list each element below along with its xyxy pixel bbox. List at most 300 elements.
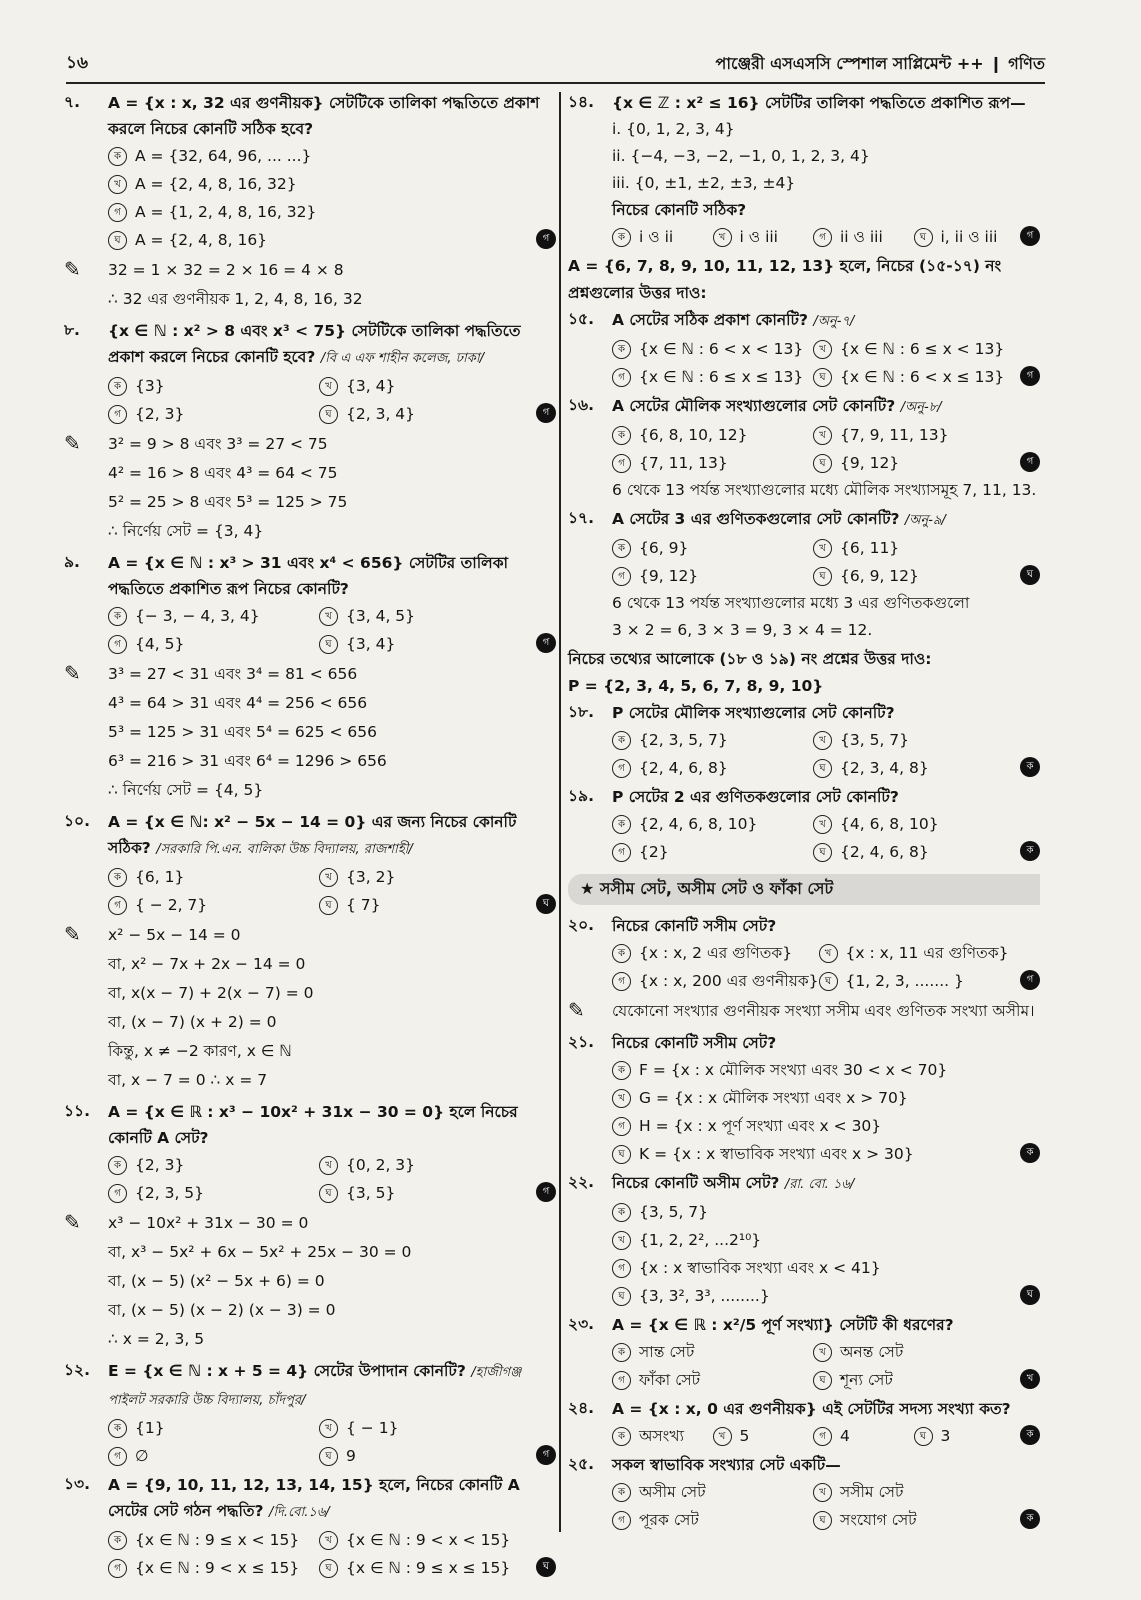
option-3	[108, 891, 319, 919]
question-text	[612, 700, 1040, 726]
option-letter: গ	[612, 567, 631, 586]
option-text: {3, 5}	[346, 1184, 396, 1202]
option-1	[612, 810, 813, 838]
option-text: A = {2, 4, 8, 16}	[135, 231, 268, 249]
option-letter: ঘ	[319, 405, 338, 424]
option-letter: ঘ	[914, 1427, 933, 1446]
option-letter: গ	[108, 405, 127, 424]
question-number: ১৯.	[568, 787, 595, 805]
question-text	[612, 784, 1040, 810]
option-1	[612, 1338, 813, 1366]
option-4	[914, 223, 1015, 251]
option-4	[319, 891, 530, 919]
option-letter: গ	[612, 1511, 631, 1530]
question-source: /হাজীগঞ্জ পাইলট সরকারি উচ্চ বিদ্যালয়, চাঁদপুর/	[108, 1365, 522, 1408]
option-4	[813, 1506, 1014, 1534]
explanation-line: 6 থেকে 13 পর্যন্ত সংখ্যাগুলোর মধ্যে 3 এর গুণিতকগুলো	[612, 594, 970, 612]
option-letter: খ	[319, 377, 338, 396]
option-letter: ক	[612, 731, 631, 750]
question-item	[568, 1030, 1040, 1168]
option-4	[813, 838, 1014, 866]
option-2	[319, 1526, 530, 1554]
question-text	[612, 307, 1040, 335]
question-body	[108, 90, 556, 254]
option-1	[108, 1151, 319, 1179]
option-3	[108, 630, 319, 658]
question-number: ১৪.	[568, 93, 595, 111]
question-item	[568, 1452, 1040, 1534]
option-text: {2, 3, 4, 8}	[840, 759, 929, 777]
option-text: {1, 2, 2², ...2¹⁰}	[639, 1231, 762, 1249]
solution-lines	[108, 1209, 556, 1354]
option-2	[319, 863, 530, 891]
group-instruction: A = {6, 7, 8, 9, 10, 11, 12, 13} হলে, নিচের (১৫-১৭) নং প্রশ্নগুলোর উত্তর দাও:	[568, 257, 1002, 302]
option-letter: খ	[813, 539, 832, 558]
option-letter: খ	[713, 228, 732, 247]
pencil-icon: ✎	[64, 1210, 81, 1234]
option-text: {3, 3², 3³, ........}	[639, 1287, 770, 1305]
option-letter: ক	[612, 228, 631, 247]
answer-badge: গ	[1020, 366, 1040, 386]
option-1	[612, 335, 813, 363]
question-stem: A = {9, 10, 11, 12, 13, 14, 15} হলে, নিচের কোনটি A সেটের সেট গঠন পদ্ধতি?	[108, 1476, 520, 1520]
options-list	[612, 1422, 1040, 1450]
group-instruction: নিচের তথ্যের আলোকে (১৮ ও ১৯) নং প্রশ্নের উত্তর দাও:	[568, 650, 932, 668]
option-letter: ক	[612, 944, 631, 963]
option-1	[612, 726, 813, 754]
option-letter: ক	[108, 377, 127, 396]
option-3	[612, 754, 813, 782]
question-text	[108, 1099, 556, 1151]
option-text: {4, 6, 8, 10}	[840, 815, 939, 833]
section-heading: ★ সসীম সেট, অসীম সেট ও ফাঁকা সেট	[568, 874, 1040, 905]
option-text: { − 2, 7}	[135, 896, 208, 914]
question-text	[108, 1358, 556, 1414]
option-letter: খ	[813, 426, 832, 445]
question-item	[568, 393, 1040, 504]
option-text: {3, 5, 7}	[639, 1203, 709, 1221]
option-2	[319, 1414, 530, 1442]
option-letter: ঘ	[813, 843, 832, 862]
option-3	[612, 1112, 1014, 1140]
option-letter: খ	[319, 1531, 338, 1550]
option-text: { − 1}	[346, 1419, 399, 1437]
option-text: G = {x : x মৌলিক সংখ্যা এবং x > 70}	[639, 1089, 908, 1107]
option-letter: খ	[813, 1343, 832, 1362]
question-text	[108, 1472, 556, 1526]
option-letter: গ	[108, 635, 127, 654]
option-text: {2, 3, 5}	[135, 1184, 205, 1202]
question-source: /সরকারি পি.এন. বালিকা উচ্চ বিদ্যালয়, রাজশাহী/	[156, 842, 413, 857]
options-list	[612, 810, 1040, 866]
option-text: { 7}	[346, 896, 381, 914]
answer-badge: ঘ	[536, 1557, 556, 1577]
question-item	[568, 90, 1040, 251]
option-text: {2, 4, 6, 8}	[639, 759, 728, 777]
option-letter: ক	[612, 539, 631, 558]
question-body	[108, 1099, 556, 1207]
option-letter: খ	[319, 1419, 338, 1438]
option-letter: ঘ	[914, 228, 933, 247]
option-3	[612, 1254, 1014, 1282]
question-body	[108, 550, 556, 658]
options-list	[108, 1151, 556, 1207]
option-2	[612, 1084, 1014, 1112]
option-text: {2, 3}	[135, 405, 185, 423]
question-text	[612, 393, 1040, 421]
solution-line: যেকোনো সংখ্যার গুণনীয়ক সংখ্যা সসীম এবং গুণিতক সংখ্যা অসীম।	[612, 1002, 1035, 1020]
question-stem: A = {x ∈ ℝ : x²/5 পূর্ণ সংখ্যা} সেটটি কী ধরণের?	[612, 1316, 954, 1334]
question-item	[64, 1472, 556, 1582]
group-set: P = {2, 3, 4, 5, 6, 7, 8, 9, 10}	[568, 677, 824, 695]
option-text: {6, 9}	[639, 539, 689, 557]
option-text: {2, 4, 6, 8}	[840, 843, 929, 861]
option-text: {x ∈ ℕ : 9 ≤ x < 15}	[135, 1531, 300, 1549]
option-letter: ক	[108, 607, 127, 626]
option-text: পূরক সেট	[639, 1511, 699, 1529]
options-list	[612, 1478, 1040, 1534]
option-3	[612, 967, 819, 995]
option-letter: খ	[319, 607, 338, 626]
solution-line: কিন্তু, x ≠ −2 কারণ, x ∈ ℕ	[108, 1042, 292, 1060]
option-letter: খ	[108, 175, 127, 194]
question-source: /অনু-৮/	[900, 400, 942, 415]
pencil-icon: ✎	[64, 922, 81, 946]
option-2	[819, 939, 1014, 967]
solution-line: বা, x² − 7x + 2x − 14 = 0	[108, 955, 306, 973]
question-text	[108, 90, 556, 142]
option-1	[612, 939, 819, 967]
option-text: {x : x, 200 এর গুণনীয়ক}	[639, 972, 819, 990]
option-4	[612, 1140, 1014, 1168]
question-stem: P সেটের 2 এর গুণিতকগুলোর সেট কোনটি?	[612, 788, 899, 806]
option-text: অসংখ্য	[639, 1427, 685, 1445]
option-3	[108, 400, 319, 428]
question-stem: A = {x ∈ ℕ : x³ > 31 এবং x⁴ < 656} সেটটির তালিকা পদ্ধতিতে প্রকাশিত রূপ নিচের কোনটি?	[108, 554, 509, 598]
option-text: {2, 3, 4}	[346, 405, 416, 423]
option-4	[914, 1422, 1015, 1450]
option-letter: ক	[108, 1531, 127, 1550]
solution-block	[64, 921, 556, 1095]
option-letter: ক	[612, 1427, 631, 1446]
question-body	[612, 784, 1040, 866]
question-number: ২৩.	[568, 1315, 595, 1333]
option-1	[612, 1422, 713, 1450]
statement: ii. {−4, −3, −2, −1, 0, 1, 2, 3, 4}	[612, 147, 870, 165]
solution-line: বা, x − 7 = 0 ∴ x = 7	[108, 1071, 268, 1089]
option-text: i, ii ও iii	[940, 228, 998, 246]
option-text: A = {2, 4, 8, 16, 32}	[135, 175, 297, 193]
question-number: ১২.	[64, 1361, 91, 1379]
question-number: ১১.	[64, 1102, 91, 1120]
option-letter: ক	[108, 147, 127, 166]
option-letter: খ	[813, 1483, 832, 1502]
question-item	[64, 1099, 556, 1207]
question-number: ২০.	[568, 916, 595, 934]
solution-block	[568, 997, 1040, 1026]
option-text: {4, 5}	[135, 635, 185, 653]
solution-block	[64, 256, 556, 314]
option-letter: ক	[108, 868, 127, 887]
question-text	[108, 809, 556, 863]
option-letter: ঘ	[813, 759, 832, 778]
solution-lines	[612, 997, 1040, 1026]
option-text: {3, 4, 5}	[346, 607, 416, 625]
option-3	[612, 1366, 813, 1394]
option-text: {x : x, 2 এর গুণিতক}	[639, 944, 793, 962]
question-number: ৯.	[64, 553, 80, 571]
question-source: /অনু-৯/	[904, 513, 946, 528]
options-list	[612, 1338, 1040, 1394]
question-number: ৮.	[64, 321, 80, 339]
question-item	[568, 700, 1040, 782]
question-body	[612, 393, 1040, 504]
option-letter: গ	[108, 203, 127, 222]
answer-badge: ঘ	[1020, 565, 1040, 585]
option-letter: গ	[813, 1427, 832, 1446]
solution-lines	[108, 430, 556, 546]
option-text: {3}	[135, 377, 165, 395]
option-2	[813, 810, 1014, 838]
option-text: {− 3, − 4, 3, 4}	[135, 607, 260, 625]
question-text	[612, 1452, 1040, 1478]
answer-badge: গ	[536, 633, 556, 653]
question-stem: নিচের কোনটি সসীম সেট?	[612, 1034, 777, 1052]
options-list	[612, 1198, 1040, 1310]
option-letter: গ	[612, 1117, 631, 1136]
question-number: ২১.	[568, 1033, 595, 1051]
option-text: {0, 2, 3}	[346, 1156, 416, 1174]
option-4	[819, 967, 1014, 995]
option-text: {x ∈ ℕ : 6 < x < 13}	[639, 340, 804, 358]
question-number: ১৬.	[568, 396, 595, 414]
answer-badge: ঘ	[536, 894, 556, 914]
option-letter: ক	[612, 1061, 631, 1080]
option-letter: গ	[108, 896, 127, 915]
option-text: সসীম সেট	[840, 1483, 904, 1501]
solution-lines	[108, 660, 556, 805]
option-text: A = {1, 2, 4, 8, 16, 32}	[135, 203, 317, 221]
option-2	[713, 1422, 814, 1450]
question-stem: A = {x ∈ ℝ : x³ − 10x² + 31x − 30 = 0} হলে নিচের কোনটি A সেট?	[108, 1103, 518, 1147]
question-stem: সকল স্বাভাবিক সংখ্যার সেট একটি—	[612, 1456, 841, 1474]
options-list	[108, 863, 556, 919]
option-letter: ঘ	[813, 454, 832, 473]
option-text: K = {x : x স্বাভাবিক সংখ্যা এবং x > 30}	[639, 1145, 914, 1163]
option-3	[612, 1506, 813, 1534]
option-1	[612, 1056, 1014, 1084]
option-text: {x : x স্বাভাবিক সংখ্যা এবং x < 41}	[639, 1259, 881, 1277]
question-text	[108, 550, 556, 602]
option-text: {7, 11, 13}	[639, 454, 728, 472]
option-text: {6, 11}	[840, 539, 900, 557]
option-text: {x ∈ ℕ : 6 ≤ x < 13}	[840, 340, 1005, 358]
question-stem: {x ∈ ℕ : x² > 8 এবং x³ < 75} সেটটিকে তালিকা পদ্ধতিতে প্রকাশ করলে নিচের কোনটি হবে?	[108, 322, 521, 366]
option-letter: গ	[108, 1447, 127, 1466]
statement: iii. {0, ±1, ±2, ±3, ±4}	[612, 174, 796, 192]
book-title: পাঞ্জেরী এসএসসি স্পেশাল সাপ্লিমেন্ট ++ ❙ গণিত	[715, 54, 1045, 73]
solution-line: 4² = 16 > 8 এবং 4³ = 64 < 75	[108, 464, 338, 482]
pencil-icon: ✎	[64, 661, 81, 685]
question-body	[612, 700, 1040, 782]
option-text: {2}	[639, 843, 669, 861]
question-body	[612, 1452, 1040, 1534]
options-list	[612, 726, 1040, 782]
question-stem: A সেটের সঠিক প্রকাশ কোনটি?	[612, 311, 808, 329]
option-letter: ঘ	[108, 231, 127, 250]
solution-line: বা, x³ − 5x² + 6x − 5x² + 25x − 30 = 0	[108, 1243, 412, 1261]
option-letter: খ	[319, 1156, 338, 1175]
option-text: ফাঁকা সেট	[639, 1371, 701, 1389]
option-2	[713, 223, 814, 251]
answer-badge: গ	[536, 1182, 556, 1202]
question-item	[64, 809, 556, 919]
option-4	[319, 400, 530, 428]
options-list	[612, 1056, 1040, 1168]
option-text: {x : x, 11 এর গুণিতক}	[845, 944, 1009, 962]
option-letter: খ	[713, 1427, 732, 1446]
option-text: {2, 3, 5, 7}	[639, 731, 728, 749]
answer-badge: ক	[1020, 757, 1040, 777]
option-text: {1, 2, 3, ....... }	[845, 972, 964, 990]
question-item	[568, 784, 1040, 866]
option-letter: ঘ	[813, 368, 832, 387]
option-text: {x ∈ ℕ : 9 ≤ x ≤ 15}	[346, 1559, 511, 1577]
explanation-line: 6 থেকে 13 পর্যন্ত সংখ্যাগুলোর মধ্যে মৌলিক সংখ্যাসমূহ 7, 11, 13.	[612, 481, 1037, 499]
question-text	[612, 1030, 1040, 1056]
option-text: {9, 12}	[639, 567, 699, 585]
option-letter: ঘ	[319, 635, 338, 654]
option-letter: খ	[813, 731, 832, 750]
question-number: ২৪.	[568, 1399, 595, 1417]
solution-line: ∴ নির্ণেয় সেট = {3, 4}	[108, 522, 264, 540]
answer-badge: ক	[1020, 1509, 1040, 1529]
question-body	[612, 1312, 1040, 1394]
option-2	[319, 602, 530, 630]
option-4	[319, 1179, 530, 1207]
question-source: /দি.বো.১৬/	[268, 1505, 330, 1520]
option-3	[813, 223, 914, 251]
question-body	[108, 1358, 556, 1470]
pencil-icon: ✎	[64, 431, 81, 455]
question-text	[612, 1312, 1040, 1338]
options-list	[612, 335, 1040, 391]
option-4	[108, 226, 530, 254]
option-letter: ঘ	[612, 1145, 631, 1164]
option-2	[319, 1151, 530, 1179]
option-1	[612, 421, 813, 449]
option-letter: গ	[612, 454, 631, 473]
pencil-icon: ✎	[568, 998, 585, 1022]
option-text: সান্ত সেট	[639, 1343, 695, 1361]
option-text: {x ∈ ℕ : 9 < x < 15}	[346, 1531, 511, 1549]
solution-line: ∴ 32 এর গুণনীয়ক 1, 2, 4, 8, 16, 32	[108, 290, 363, 308]
question-number: ১০.	[64, 812, 91, 830]
solution-line: ∴ নির্ণেয় সেট = {4, 5}	[108, 781, 264, 799]
question-item	[568, 1396, 1040, 1450]
option-text: {3, 5, 7}	[840, 731, 910, 749]
page-header	[66, 52, 1045, 84]
option-text: A = {32, 64, 96, ... ...}	[135, 147, 312, 165]
answer-badge: গ	[536, 403, 556, 423]
question-stem: {x ∈ ℤ : x² ≤ 16} সেটটির তালিকা পদ্ধতিতে প্রকাশিত রূপ—	[612, 94, 1026, 112]
option-3	[813, 1422, 914, 1450]
solution-line: 5² = 25 > 8 এবং 5³ = 125 > 75	[108, 493, 348, 511]
question-stem: A = {x : x, 0 এর গুণনীয়ক} এই সেটটির সদস্য সংখ্যা কত?	[612, 1400, 1011, 1418]
question-number: ২২.	[568, 1173, 595, 1191]
question-number: ১৫.	[568, 310, 595, 328]
option-2	[813, 335, 1014, 363]
option-letter: ক	[108, 1419, 127, 1438]
option-letter: খ	[813, 815, 832, 834]
option-text: F = {x : x মৌলিক সংখ্যা এবং 30 < x < 70}	[639, 1061, 948, 1079]
options-list	[612, 223, 1040, 251]
solution-line: 3² = 9 > 8 এবং 3³ = 27 < 75	[108, 435, 328, 453]
answer-badge: ঘ	[1020, 1285, 1040, 1305]
option-3	[108, 1442, 319, 1470]
left-column	[64, 90, 556, 1584]
option-letter: ঘ	[813, 1511, 832, 1530]
question-ask: নিচের কোনটি সঠিক?	[612, 201, 747, 219]
solution-line: ∴ x = 2, 3, 5	[108, 1330, 205, 1348]
column-divider	[559, 92, 561, 1532]
option-2	[813, 421, 1014, 449]
solution-line: বা, (x − 7) (x + 2) = 0	[108, 1013, 277, 1031]
question-source: /রা. বো. ১৬/	[784, 1177, 855, 1192]
option-letter: গ	[612, 843, 631, 862]
question-text	[612, 1170, 1040, 1198]
option-1	[108, 142, 530, 170]
option-text: {6, 1}	[135, 868, 185, 886]
question-item	[64, 318, 556, 428]
page-number: ১৬	[66, 53, 89, 73]
option-text: {6, 9, 12}	[840, 567, 919, 585]
option-text: {3, 2}	[346, 868, 396, 886]
question-body	[612, 913, 1040, 995]
question-body	[612, 90, 1040, 251]
question-body	[612, 506, 1040, 644]
solution-line: 3³ = 27 < 31 এবং 3⁴ = 81 < 656	[108, 665, 358, 683]
option-text: ii ও iii	[840, 228, 883, 246]
question-number: ৭.	[64, 93, 80, 111]
solution-line: বা, (x − 5) (x − 2) (x − 3) = 0	[108, 1301, 336, 1319]
option-letter: খ	[319, 868, 338, 887]
option-2	[813, 534, 1014, 562]
option-3	[612, 562, 813, 590]
solution-line: x³ − 10x² + 31x − 30 = 0	[108, 1214, 309, 1232]
option-3	[108, 198, 530, 226]
statement: i. {0, 1, 2, 3, 4}	[612, 120, 735, 138]
option-text: সংযোগ সেট	[840, 1511, 917, 1529]
answer-badge: ক	[1020, 1425, 1040, 1445]
option-4	[319, 1442, 530, 1470]
solution-line: 4³ = 64 > 31 এবং 4⁴ = 256 < 656	[108, 694, 368, 712]
solution-line: বা, x(x − 7) + 2(x − 7) = 0	[108, 984, 314, 1002]
option-text: {3, 4}	[346, 377, 396, 395]
option-letter: গ	[612, 1371, 631, 1390]
option-4	[813, 449, 1014, 477]
question-number: ১৭.	[568, 509, 595, 527]
option-1	[612, 534, 813, 562]
option-text: {2, 4, 6, 8, 10}	[639, 815, 758, 833]
option-letter: খ	[813, 340, 832, 359]
options-list	[108, 372, 556, 428]
option-text: শূন্য সেট	[840, 1371, 893, 1389]
question-source: /বি এ এফ শাহীন কলেজ, ঢাকা/	[320, 351, 484, 366]
option-text: অনন্ত সেট	[840, 1343, 904, 1361]
question-source: /অনু-৭/	[813, 314, 855, 329]
options-list	[108, 142, 556, 254]
